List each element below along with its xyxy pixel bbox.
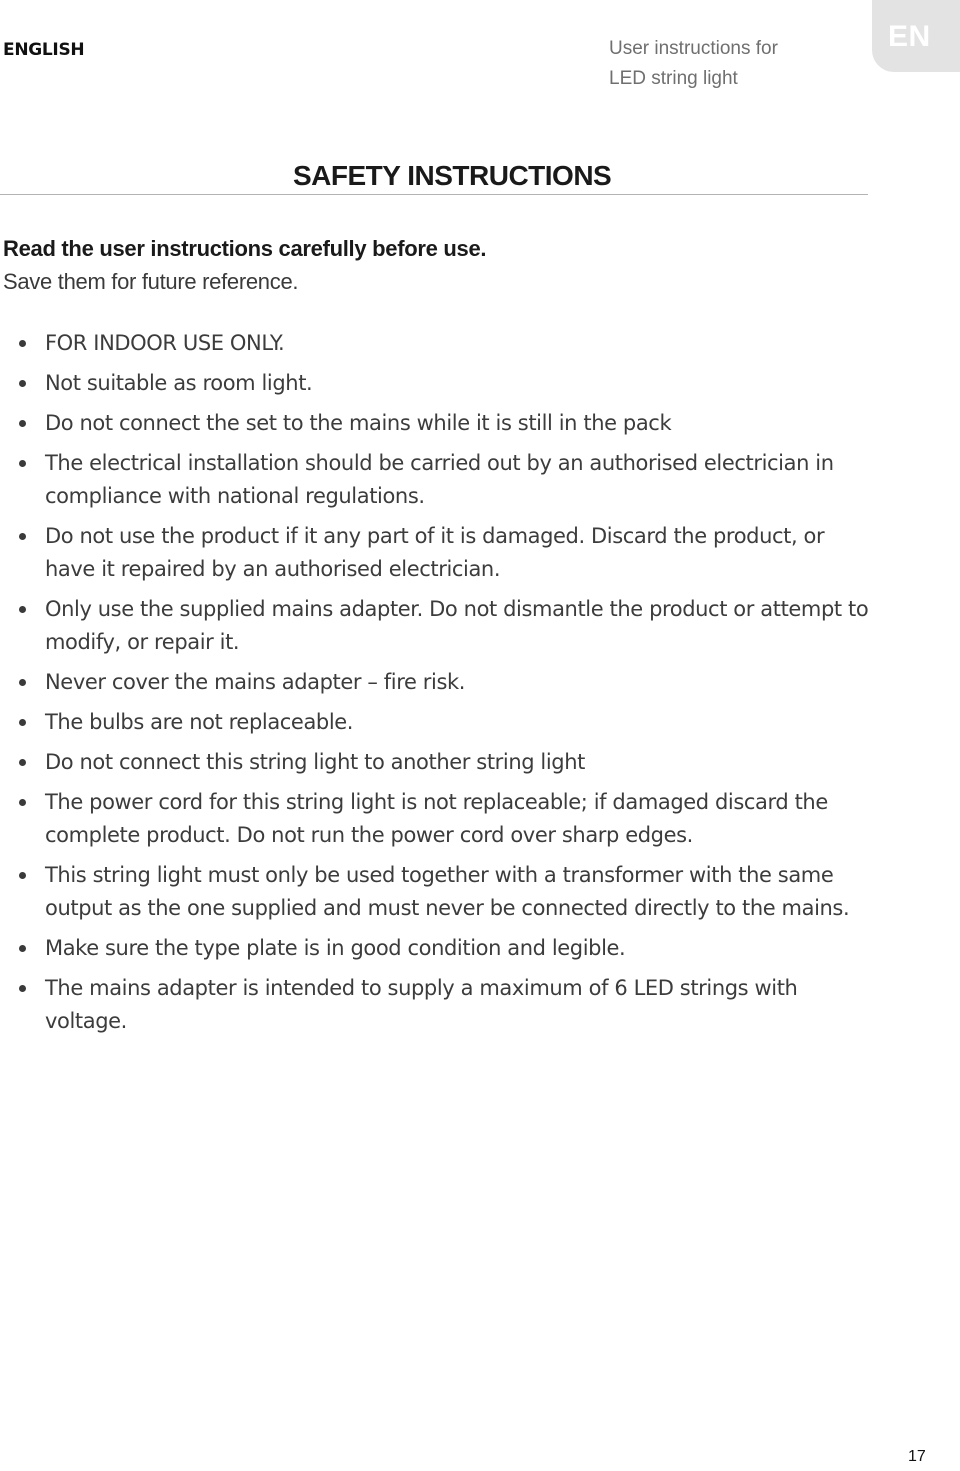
bullet-dot-icon <box>19 799 26 806</box>
list-item-text: This string light must only be used together with a transformer with the same output as the one supplied and must never be connected directly to the mains. <box>45 863 850 920</box>
bullet-dot-icon <box>19 719 26 726</box>
list-item <box>0 666 880 699</box>
bullet-dot-icon <box>19 679 26 686</box>
bullet-dot-icon <box>19 606 26 613</box>
list-item-text: Make sure the type plate is in good condition and legible. <box>45 936 626 960</box>
section-title: SAFETY INSTRUCTIONS <box>293 160 612 191</box>
list-item-text: Do not use the product if it any part of it is damaged. Discard the product, or have it repaired by an authorised electrician. <box>45 524 825 581</box>
list-item-text: Do not connect this string light to another string light <box>45 750 585 774</box>
bullet-dot-icon <box>19 985 26 992</box>
list-item-text: FOR INDOOR USE ONLY. <box>45 331 285 355</box>
language-tab-label: EN <box>888 20 931 53</box>
list-item <box>0 407 880 440</box>
list-item-text: Not suitable as room light. <box>45 371 313 395</box>
bullet-dot-icon <box>19 945 26 952</box>
bullet-dot-icon <box>19 380 26 387</box>
list-item <box>0 859 880 925</box>
list-item-text: The mains adapter is intended to supply a maximum of 6 LED strings with voltage. <box>45 976 798 1033</box>
list-item-text: The bulbs are not replaceable. <box>45 710 354 734</box>
list-item <box>0 447 880 513</box>
document-title-line-2: LED string light <box>609 68 738 89</box>
intro-normal-line: Save them for future reference. <box>3 269 299 294</box>
section-divider <box>0 194 868 195</box>
list-item <box>0 706 880 739</box>
intro-block <box>3 232 863 298</box>
list-item-text: Only use the supplied mains adapter. Do not dismantle the product or attempt to modify, or repair it. <box>45 597 869 654</box>
list-item <box>0 327 880 360</box>
list-item <box>0 746 880 779</box>
bullet-dot-icon <box>19 759 26 766</box>
bullet-dot-icon <box>19 420 26 427</box>
intro-bold-line: Read the user instructions carefully before use. <box>3 236 487 261</box>
safety-list <box>0 327 880 1045</box>
list-item-text: The electrical installation should be carried out by an authorised electrician in compliance with national regulations. <box>45 451 834 508</box>
bullet-dot-icon <box>19 872 26 879</box>
page-number: 17 <box>908 1448 926 1465</box>
list-item <box>0 367 880 400</box>
language-label: ENGLISH <box>3 40 85 60</box>
list-item <box>0 520 880 586</box>
list-item <box>0 972 880 1038</box>
document-title-line-1: User instructions for <box>609 38 778 59</box>
list-item <box>0 593 880 659</box>
bullet-dot-icon <box>19 533 26 540</box>
list-item-text: Do not connect the set to the mains while it is still in the pack <box>45 411 672 435</box>
bullet-dot-icon <box>19 460 26 467</box>
bullet-dot-icon <box>19 340 26 347</box>
document-title <box>609 34 778 94</box>
list-item <box>0 786 880 852</box>
list-item <box>0 932 880 965</box>
list-item-text: The power cord for this string light is not replaceable; if damaged discard the complete product. Do not run the power cord over sharp edges. <box>45 790 828 847</box>
language-tab <box>872 0 960 72</box>
list-item-text: Never cover the mains adapter – fire risk. <box>45 670 466 694</box>
